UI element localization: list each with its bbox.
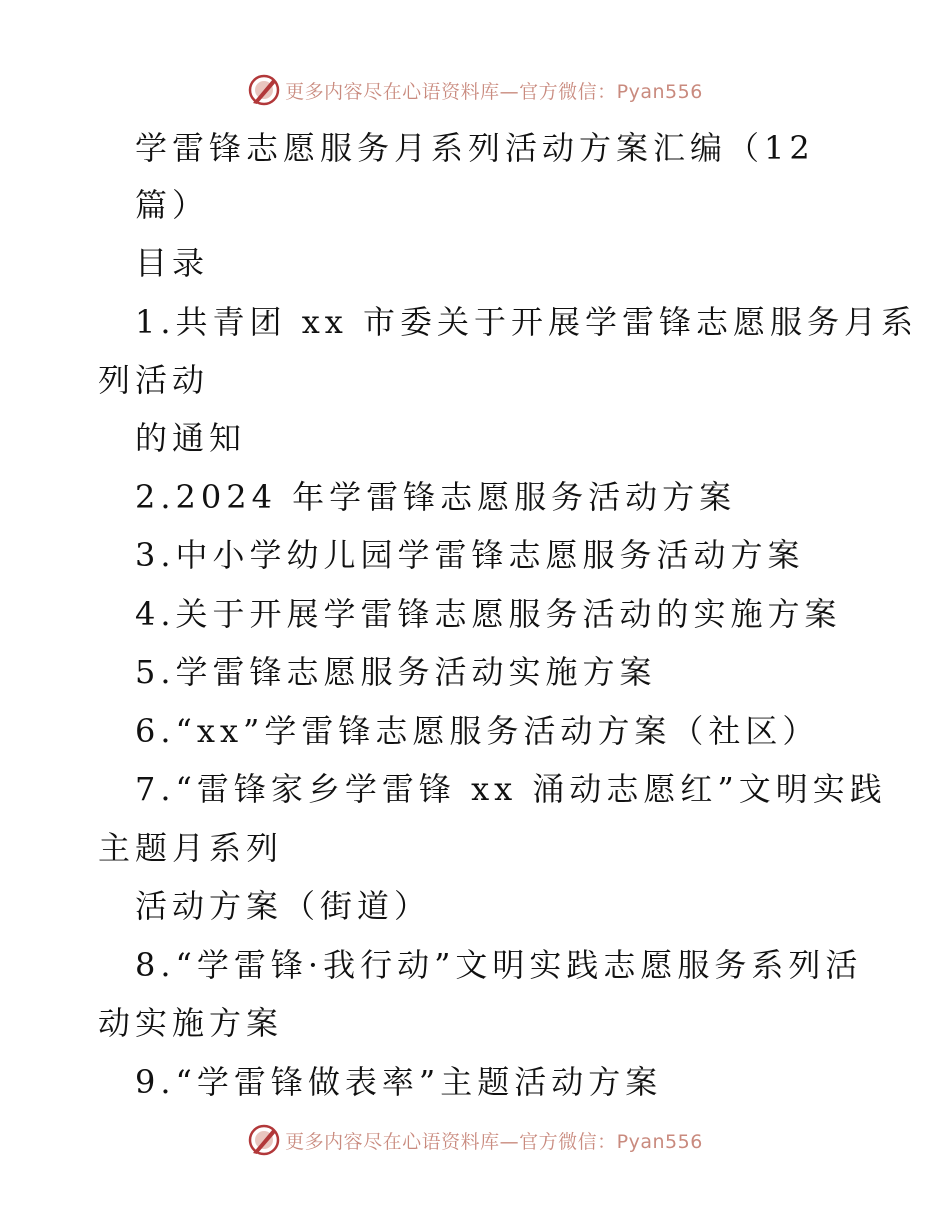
toc-item-1-line-1: 1.共青团 xx 市委关于开展学雷锋志愿服务月系 <box>135 303 918 341</box>
toc-item-3: 3.中小学幼儿园学雷锋志愿服务活动方案 <box>135 536 805 574</box>
toc-item-7-line-3: 活动方案（街道） <box>135 887 432 925</box>
watermark-text: 更多内容尽在心语资料库—官方微信：Pyan556 <box>285 80 703 103</box>
toc-item-2: 2.2024 年学雷锋志愿服务活动方案 <box>135 478 737 516</box>
toc-item-5: 5.学雷锋志愿服务活动实施方案 <box>135 653 657 691</box>
quill-logo-icon <box>247 73 281 107</box>
toc-item-8-line-2: 动实施方案 <box>98 1004 284 1042</box>
toc-item-8-line-1: 8.“学雷锋·我行动”文明实践志愿服务系列活 <box>135 946 863 984</box>
toc-item-6: 6.“xx”学雷锋志愿服务活动方案（社区） <box>135 712 820 750</box>
toc-item-9: 9.“学雷锋做表率”主题活动方案 <box>135 1063 663 1101</box>
toc-item-7-line-2: 主题月系列 <box>98 829 284 867</box>
watermark-text: 更多内容尽在心语资料库—官方微信：Pyan556 <box>285 1130 703 1153</box>
toc-item-1-line-2: 列活动 <box>98 361 210 399</box>
toc-item-7-line-1: 7.“雷锋家乡学雷锋 xx 涌动志愿红”文明实践 <box>135 770 887 808</box>
watermark-banner-bottom <box>0 1120 950 1160</box>
toc-item-4: 4.关于开展学雷锋志愿服务活动的实施方案 <box>135 595 842 633</box>
watermark-banner-top <box>0 70 950 110</box>
doc-title-line-2: 篇） <box>135 186 210 224</box>
doc-title-line-1: 学雷锋志愿服务月系列活动方案汇编（12 <box>135 129 815 167</box>
toc-item-1-line-3: 的通知 <box>135 419 247 457</box>
toc-heading: 目录 <box>135 244 210 282</box>
quill-logo-icon <box>247 1123 281 1157</box>
